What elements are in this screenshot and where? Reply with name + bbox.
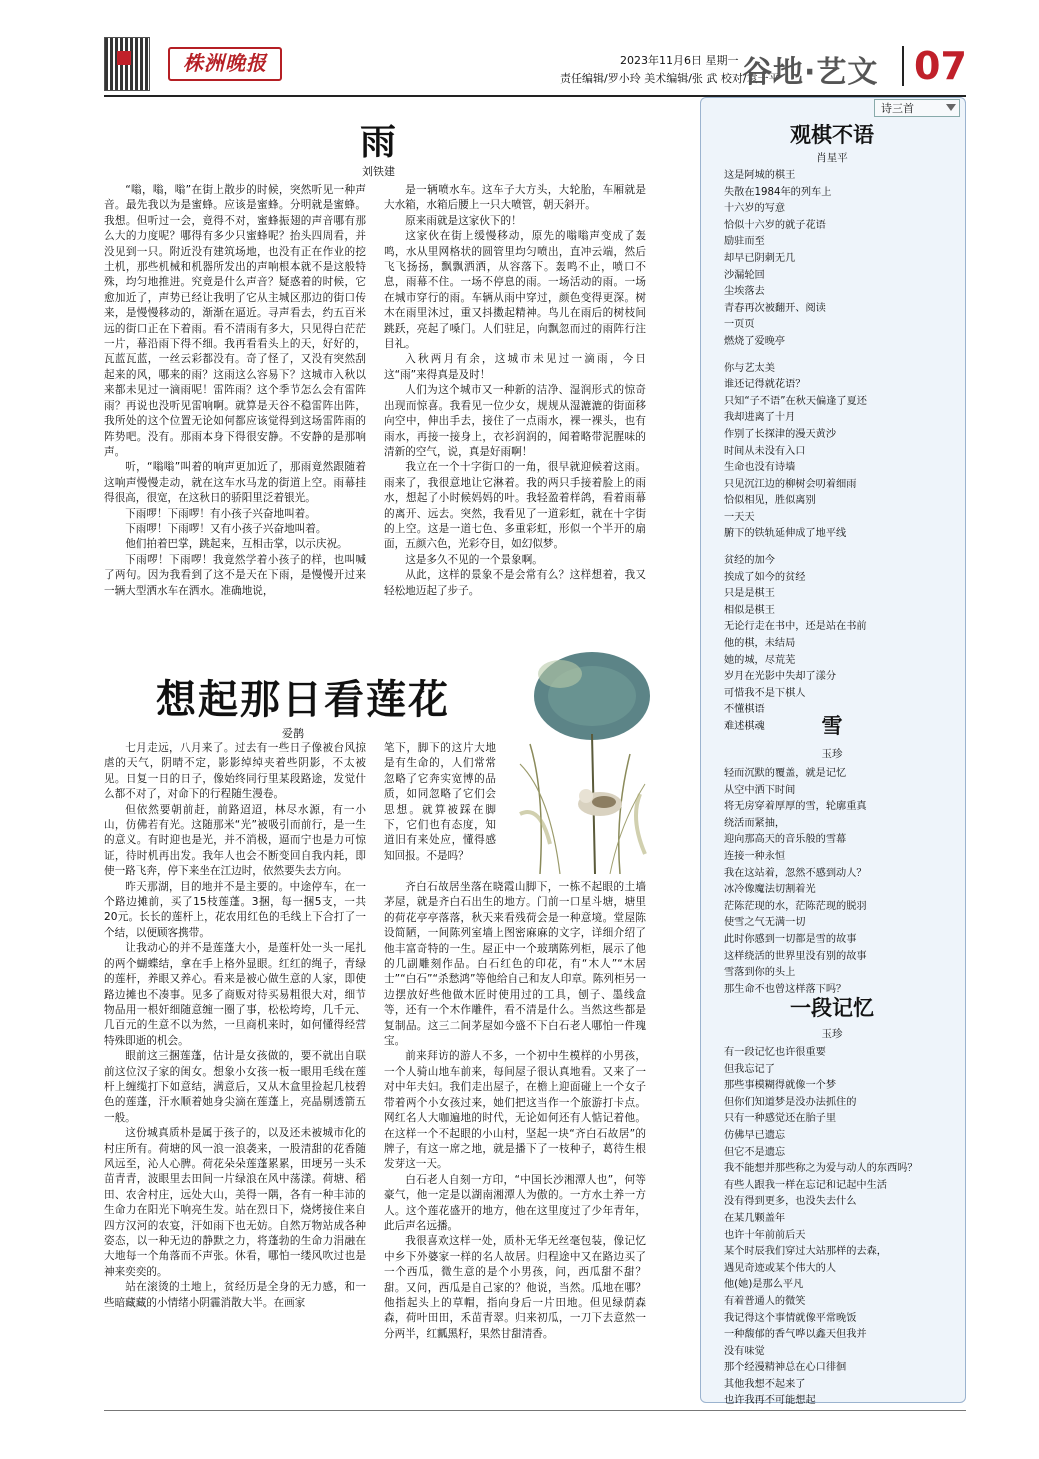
poem-line: 谁还记得就花语？ [724, 379, 806, 391]
poem-body-1 [724, 168, 954, 736]
lotus-column-1 [104, 741, 366, 1381]
article-title-rain: 雨 [360, 121, 397, 163]
paragraph: 七月走远，八月来了。过去有一些日子像被台风掠虐的天气，阴晴不定，影影绰绰夹着些阴影，不太被见。日复一日的日子，像始终同行里某段路途，发觉什么都不对了，对命下的行程随生漫卷。 [104, 742, 366, 801]
poem-author-2: 玉珍 [821, 748, 843, 760]
article-title-lotus: 想起那日看莲花 [156, 676, 450, 723]
poem-line: 使雪之气无满一切 [724, 917, 806, 929]
poem-line: 沙漏轮回 [724, 269, 765, 281]
paragraph: 这份城真质朴是属于孩子的，以及还未被城市化的村庄所有。荷塘的风一浪一浪袭来，一股清甜的花香随风远至，沁人心脾。荷花朵朵莲蓬累累，田埂另一头禾苗青青，波眼里去田间一片绿浪在风中荡漾。荷塘、稻田、农舍村庄，远处大山，美得一隅，各有一种丰沛的生命力在阳光下响亮生发。站在烈日下，烧烤接住来自四方汉河的农宴，汗如雨下也无妨。自然万物站成各种姿态，以一种无边的静默之力，将蓬勃的生命力涓融在大地每一个角落而不声张。休看，哪怕一缕风吹过也是神来奕奕的。 [104, 1127, 366, 1278]
poem-line: 绕活而紧抽， [724, 817, 786, 829]
poem-line: 挨成了如今的贫经 [724, 571, 806, 583]
paragraph: 人们为这个城市又一种新的洁净、湿润形式的惊奇出现而惊喜。我看见一位少女，规规从湿漉漉的街面移向空中，伸出手去，接住了一点雨水，裸一裸头，也有雨水，再接一接身上，衣衫润润的，闻着略带泥腥味的清新的空气，说，真是好雨啊！ [384, 384, 646, 458]
poem-title-3: 一段记忆 [790, 995, 874, 1020]
poem-line: 但你们知道梦是没办法抓住的 [724, 1096, 857, 1108]
poem-line: 有着普通人的微笑 [724, 1295, 806, 1307]
poem-author-3: 玉珍 [821, 1028, 843, 1040]
paragraph: 笔下，脚下的这片大地是有生命的，人们常常忽略了它奔实宽博的品质，如同忽略了它们会思想。就算被踩在脚下，它们也有态度，知道旧有来处应，懂得感知回报。不是吗？ [384, 742, 496, 862]
poem-line: 仿佛早已遗忘 [724, 1129, 786, 1141]
poem-line: 但它不是遗忘 [724, 1146, 786, 1158]
paragraph: 从此，这样的景象不是会常有么？这样想着，我又轻松地迈起了步子。 [384, 569, 646, 597]
paragraph: 下雨啰！下雨啰！我竟然学着小孩子的样，也叫喊了两句。因为我看到了这不是天在下雨，是慢慢开过来一辆大型洒水车在洒水。准确地说， [104, 553, 366, 597]
poem-line: 一页页 [724, 319, 755, 331]
poem-line: 励驻而至 [724, 236, 765, 248]
poem-line: 那生命不也曾这样落下吗？ [724, 983, 847, 995]
paragraph: 让我动心的并不是莲蓬大小，是莲杆处一头一尾扎的两个蝴蝶结，拿在手上格外显眼。红红的绳子，青绿的莲杆，养眼又养心。看来是被心做生意的人家，即使路边摊也不凑事。见多了商贩对待买易粗很大对，细节物品用一根奸细随意缠一圈了事，松松垮垮，几千元、几百元的生意不以为然，一旦商机来时，如何懂得经营特殊即逝的机会。 [104, 942, 366, 1047]
poem-line: 十六岁的写意 [724, 203, 786, 215]
paragraph: 齐白石故居坐落在晓霞山脚下，一栋不起眼的土墙茅屋，就是齐白石出生的地方。门前一口星斗塘，塘里的荷花亭亭落落，秋天来看残荷会是一种意境。堂屋陈设简陋，一间陈列室墙上图密麻麻的文字，详细介绍了他丰富奇特的一生。屋正中一个玻璃陈列柜，展示了他的几副雕刻作品。白石红色的印花，有“木人”“木居士”“白石”“杀愁鸿”等他给自己和友人印章。陈列柜另一边摆放好些他做木匠时使用过的工具，刨子、墨线盒等，还有一个木作雕件，看不清是什么。当然这些都是复制品。这三二间茅屋如今盛不下白石老人哪怕一件瑰宝。 [384, 881, 646, 1048]
paragraph: 是一辆喷水车。这车子大方头，大轮胎，车厢就是大水箱，水箱后腰上一只大喷管，朝天斜开。 [384, 184, 646, 212]
poem-title-1: 观棋不语 [790, 122, 874, 147]
poem-line: 迎向那高天的音乐般的雪幕 [724, 834, 847, 846]
poem-line: 一天天 [724, 511, 755, 523]
article-author-lotus: 爱鹊 [282, 727, 304, 740]
poem-line: 无论行走在书中，还是站在书前 [724, 621, 867, 633]
poem-line: 可惜我不是下棋人 [724, 687, 806, 699]
paragraph: “嗡，嗡，嗡”在街上散步的时候，突然听见一种声音。最先我以为是蜜蜂。应该是蜜蜂。分明就是蜜蜂。我想。但听过一会，竟得不对，蜜蜂振翅的声音哪有那么大的力度呢？哪得有多少只蜜蜂呢？抬头四周看，并没见到一只。附近没有建筑场地，也没有正在作业的挖土机，那些机械和机器所发出的声响根本就不是这般特殊，均匀地推进。究竟是什么声音？疑惑着的时候，它愈加近了，声势已经让我明了它从主城区那边的街口传来，是慢慢移动的，渐渐在逼近。寻声看去，约五百米远的街口正在下着雨。看不清雨有多大，只见得白茫茫一片，幕沿雨下得不细。我再看看头上的天，好好的，瓦蓝瓦蓝，一丝云彩都没有。奇了怪了，又没有突然刮起来的风，哪来的雨？这雨这么容易下？这城市入秋以来都未见过一滴雨呢！雷阵雨？这个季节怎么会有雷阵雨？再说也没听见雷响啊。就算是天谷不稳雷阵出阵，我所处的这个位置无论如何都应该觉得到这场雷阵雨的阵势吧。没有。那雨本身下得很安静。不安静的是那响声。 [104, 184, 366, 458]
poem-line: 只知“子不语”在秋天偏逢了夏还 [724, 395, 867, 407]
poem-line: 不懂棋语 [724, 704, 765, 716]
poem-line: 燃烧了爱晚亭 [724, 335, 786, 347]
paragraph: 听，“嗡嗡”叫着的响声更加近了，那雨竟然跟随着这响声慢慢走动，就在这车水马龙的街道上空。雨幕挂得很高，很宽，在这秋日的骄阳里泛着银光。 [104, 461, 366, 505]
section-title: 谷地·艺文 [742, 55, 879, 90]
poem-line: 其他我想不起来了 [724, 1378, 806, 1390]
poem-line: 作别了长探津的漫天黄沙 [724, 428, 837, 440]
poem-line: 茫陈茫现的水，茫陈茫现的脱羽 [724, 900, 867, 912]
poems-tag: 诗三首 [874, 99, 960, 117]
paragraph: 他们拍着巴掌，跳起来，互相击掌，以示庆祝。 [125, 538, 348, 551]
poem-line: 只见沉江边的柳树会叨着细雨 [724, 478, 857, 490]
poem-line: 时间从未没有入口 [724, 445, 806, 457]
poem-line: 你与艺太美 [724, 362, 775, 374]
poem-line: 有些人跟我一样在忘记和记起中生活 [724, 1179, 887, 1191]
paragraph: 原来雨就是这家伙下的！ [405, 214, 522, 227]
page-number: 07 [914, 44, 967, 88]
poem-line: 冰冷像魔法切割着光 [724, 884, 816, 896]
poem-author-1: 肖星平 [816, 152, 848, 164]
paragraph: 白石老人自刻一方印，“中国长沙湘潭人也”，何等豪气，他一定是以湖南湘潭人为傲的。一方水土养一方人。这个莲花盛开的地方，他在这里度过了少年青年，此后声名远播。 [384, 1173, 646, 1232]
paragraph: 这家伙在街上缓慢移动，原先的嗡嗡声变成了轰鸣，水从里网格状的圆管里均匀喷出，直冲云端，然后飞飞扬扬，飘飘洒洒，从容落下。轰鸣不止，喷口不息，雨幕不住。一场不停息的雨。一场活动的雨。一场在城市穿行的雨。车辆从雨中穿过，颜色变得更深。树木在雨里沐过，重又抖擞起精神。鸟儿在雨后的树枝间跳跃，亮起了嗓门。人们驻足，向飘忽而过的雨阵行注目礼。 [384, 230, 646, 351]
paragraph: 站在滚烫的土地上，贫经历是全身的无力感，和一些暗藏藏的小情绪小阴霾消散大半。在画家 [104, 1281, 366, 1309]
rain-column-1 [104, 183, 366, 643]
qr-logo-mark [117, 51, 131, 65]
poem-line: 我不能想并那些称之为爱与动人的东西吗？ [724, 1163, 918, 1175]
poem-line: 岁月在光影中失却了漾分 [724, 671, 837, 683]
lotus-painting [500, 644, 656, 874]
rain-column-2 [384, 183, 646, 643]
poem-line: 只是是棋王 [724, 588, 775, 600]
poem-line: 我记得这个事情就像平常晚饭 [724, 1312, 857, 1324]
date-line: 2023年11月6日 星期一 [620, 54, 739, 67]
poem-line: 她的城，尽荒芜 [724, 654, 796, 666]
poem-line: 这样绕活的世界里没有别的故事 [724, 950, 867, 962]
poem-line: 从空中洒下时间 [724, 784, 796, 796]
poem-line: 一种馥郁的香气哗以鑫天但我并 [724, 1329, 867, 1341]
paper-logo: 株洲晚报 [168, 47, 282, 81]
paragraph: 入秋两月有余，这城市未见过一滴雨，今日这“雨”来得真是及时！ [384, 353, 646, 381]
poem-line: 腑下的铁轨延伸成了地平线 [724, 528, 847, 540]
editors-line: 责任编辑/罗小玲 美术编辑/张 武 校对/袁一平 [560, 72, 780, 85]
paragraph: 前来拜访的游人不多，一个初中生模样的小男孩，一个人骑山地车前来，每间屋子很认真地看。又来了一对中年夫妇。我们走出屋子，在檐上迎面碰上一个女子带着两个小女孩过来，她们把这当作一个旅游打卡点。网红名人大咖遍地的时代，无论如何还有人惦记着他。在这样一个不起眼的小山村，坚起一块“齐白石故居”的牌子，有这一席之地，就是播下了一枝种子，葛待生根发芽这一天。 [384, 1050, 646, 1171]
poem-line: 生命也没有诗墙 [724, 462, 796, 474]
paragraph: 下雨啰！下雨啰！有小孩子兴奋地叫着。 [125, 507, 316, 520]
poem-line: 那个经漫精神总在心口徘徊 [724, 1362, 847, 1374]
poem-line: 相似是棋王 [724, 604, 775, 616]
poem-line: 他的棋，未结局 [724, 638, 796, 650]
lotus-column-2-top [384, 741, 496, 876]
poem-line: 某个时辰我们穿过大站那样的去森， [724, 1246, 887, 1258]
paragraph: 昨天那湖，目的地并不是主要的。中途停车，在一个路边摊前，买了15枝莲蓬。3捆，每一捆5支，一共20元。长长的莲杆上，花农用红色的毛线上下合打了一个结，以便顾客携带。 [104, 880, 366, 939]
paragraph: 这是多久不见的一个景象啊。 [405, 553, 543, 566]
paragraph: 眼前这三捆莲蓬，估计是女孩做的，要不就出自联前这位汉子家的闺女。想象小女孩一板一眼用毛线在莲杆上缠缆打下如意结，满意后，又从木盒里捡起几枝碧色的莲蓬，汗水顺着她身尖滴在莲蓬上，亮晶剔透箭五一般。 [104, 1050, 366, 1124]
header-divider [902, 46, 904, 86]
poem-line: 我却进离了十月 [724, 412, 796, 424]
poem-line: 尘埃落去 [724, 286, 765, 298]
poem-line: 有一段记忆也许很重要 [724, 1047, 826, 1058]
poem-line: 恰似十六岁的就子花语 [724, 219, 826, 231]
tag-triangle-icon [946, 104, 956, 111]
poem-line: 也许我再不可能想起 [724, 1395, 816, 1407]
paragraph: 我立在一个十字街口的一角，很早就迎候着这雨。雨来了，我很意地让它淋着。我的两只手接着脸上的雨水，想起了小时候妈妈的叶。我轻盈着样鸽，看着雨幕的离开、远去。突然，我看见了一道彩虹，就在十字街的上空。这是一道七色、多重彩虹，形似一个半开的扇面，五颜六色，光彩夺目，如幻似梦。 [384, 461, 646, 551]
poem-line: 将无房穿着厚厚的雪，轮廓重真 [724, 801, 867, 813]
bottom-rule [104, 1410, 966, 1411]
paragraph: 下雨啰！下雨啰！又有小孩子兴奋地叫着。 [125, 522, 327, 535]
poem-line: 但我忘记了 [724, 1063, 775, 1075]
poem-line: 他(她)是那么平凡 [724, 1279, 804, 1291]
poem-line: 贫经的加今 [724, 555, 775, 567]
poem-line: 没有得到更多，也没失去什么 [724, 1196, 857, 1208]
article-author-rain: 刘铁建 [362, 165, 395, 178]
poem-line: 恰似相见，胜似离别 [724, 495, 816, 507]
poem-line: 在某几颗盖年 [724, 1212, 786, 1224]
paragraph: 但依然要朝前赶，前路迢迢，林尽水源，有一小山，仿佛若有光。这随那米“光”被吸引而前行，是一生的意义。有时迎也是光，并不消极，逼而宁也是力可惊证，待时机再出发。我年人也会不断变回自我内耗，即使一路飞奔，停下来坐在江边时，依然要失去方向。 [104, 803, 366, 878]
poem-line: 遇见奇迹或某个伟大的人 [724, 1262, 837, 1274]
poem-line: 轻而沉默的覆盖，就是记忆 [724, 768, 847, 779]
poem-line: 此时你感到一切都是雪的故事 [724, 933, 857, 945]
poem-body-2 [724, 766, 954, 998]
poem-line: 这是阿城的棋王 [724, 170, 796, 181]
poem-body-3 [724, 1045, 954, 1410]
poem-line: 那些事模糊得就像一个梦 [724, 1080, 837, 1092]
paragraph: 我很喜欢这样一处，质朴无华无丝毫包装，像记忆中乡下外婆家一样的名人故居。归程途中又在路边买了一个西瓜，微生意的是个小男孩，问，西瓜甜不甜？甜。又问，西瓜是自己家的？他说，当然。瓜地在哪？他指起头上的草帽，指向身后一片田地。但见绿荫森森，荷叶田田，禾苗青翠。归来初瓜，一刀下去意然一分两半，红瓤黑籽，果然甘甜清香。 [384, 1235, 646, 1340]
poem-line: 我在这站着，忽然不感到动人？ [724, 867, 867, 879]
poem-line: 也许十年前前后天 [724, 1229, 806, 1241]
poem-line: 只有一种感觉还在胎子里 [724, 1113, 837, 1125]
poem-line: 失散在1984年的列车上 [724, 186, 832, 198]
poem-title-2: 雪 [821, 713, 843, 738]
lotus-column-2 [384, 880, 646, 1380]
poem-line: 雪落到你的头上 [724, 967, 796, 979]
poem-line: 没有味觉 [724, 1345, 765, 1357]
poem-line: 连接一种永恒 [724, 850, 786, 862]
poem-line: 却早已阴刺无几 [724, 252, 796, 264]
poem-line: 难述棋魂 [724, 721, 765, 732]
poem-line: 青春再次被翻开、阅读 [724, 302, 826, 314]
